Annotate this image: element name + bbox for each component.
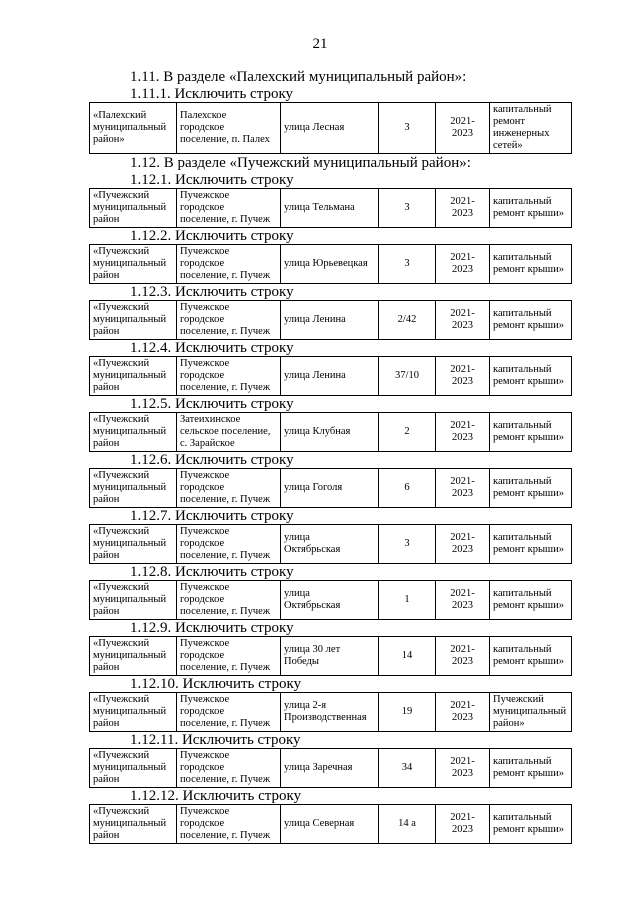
district-cell-line: район — [93, 830, 120, 841]
district-cell-line: «Пучежский — [93, 190, 150, 201]
settlement-cell-line: Пучежское — [180, 358, 230, 369]
district-cell-line: район — [93, 438, 120, 449]
street-cell-line: улица Северная — [284, 818, 355, 829]
settlement-cell-line: поселение, г. Пучеж — [180, 550, 271, 561]
district-cell — [90, 357, 177, 396]
item-heading: 1.12.8. Исключить строку — [130, 564, 294, 580]
house-number-cell: 3 — [379, 245, 436, 284]
settlement-cell — [177, 749, 281, 788]
excluded-row-table — [89, 412, 572, 452]
settlement-cell-line: городское — [180, 706, 225, 717]
district-cell — [90, 693, 177, 732]
table-row — [90, 301, 572, 340]
district-cell — [90, 469, 177, 508]
years-cell-line: 2021- — [450, 644, 475, 655]
work-type-cell — [490, 245, 572, 284]
years-cell — [436, 581, 490, 620]
excluded-row-table — [89, 636, 572, 676]
years-cell-line: 2021- — [450, 196, 475, 207]
district-cell — [90, 301, 177, 340]
settlement-cell — [177, 413, 281, 452]
years-cell-line: 2023 — [452, 432, 473, 443]
work-type-cell-line: сетей» — [493, 140, 523, 151]
work-type-cell-line: капитальный — [493, 532, 552, 543]
settlement-cell-line: поселение, г. Пучеж — [180, 718, 271, 729]
settlement-cell-line: поселение, г. Пучеж — [180, 214, 271, 225]
settlement-cell-line: городское — [180, 594, 225, 605]
years-cell-line: 2021- — [450, 116, 475, 127]
street-cell-line: улица Тельмана — [284, 202, 355, 213]
years-cell-line: 2023 — [452, 768, 473, 779]
work-type-cell-line: район» — [493, 718, 525, 729]
work-type-cell-line: ремонт крыши» — [493, 544, 564, 555]
street-cell — [281, 749, 379, 788]
table-row — [90, 525, 572, 564]
excluded-row-table — [89, 468, 572, 508]
settlement-cell-line: городское — [180, 650, 225, 661]
excluded-row-table — [89, 300, 572, 340]
district-cell-line: район — [93, 326, 120, 337]
district-cell-line: «Пучежский — [93, 750, 150, 761]
years-cell-line: 2023 — [452, 544, 473, 555]
section-heading: 1.11. В разделе «Палехский муниципальный район»: — [130, 69, 467, 85]
district-cell-line: муниципальный — [93, 594, 167, 605]
street-cell-line: улица Ленина — [284, 314, 346, 325]
years-cell-line: 2023 — [452, 656, 473, 667]
district-cell-line: муниципальный — [93, 762, 167, 773]
house-number-cell: 3 — [379, 525, 436, 564]
settlement-cell-line: Затеихинское — [180, 414, 241, 425]
work-type-cell-line: капитальный — [493, 476, 552, 487]
years-cell — [436, 637, 490, 676]
years-cell-line: 2023 — [452, 712, 473, 723]
settlement-cell — [177, 245, 281, 284]
item-heading: 1.12.9. Исключить строку — [130, 620, 294, 636]
document-body — [89, 68, 569, 844]
settlement-cell-line: поселение, г. Пучеж — [180, 830, 271, 841]
settlement-cell-line: городское — [180, 538, 225, 549]
settlement-cell-line: с. Зарайское — [180, 438, 235, 449]
district-cell-line: муниципальный — [93, 202, 167, 213]
settlement-cell-line: поселение, г. Пучеж — [180, 326, 271, 337]
street-cell — [281, 469, 379, 508]
work-type-cell-line: ремонт крыши» — [493, 208, 564, 219]
work-type-cell-line: ремонт крыши» — [493, 488, 564, 499]
district-cell — [90, 525, 177, 564]
years-cell-line: 2021- — [450, 532, 475, 543]
excluded-row-table — [89, 102, 572, 154]
work-type-cell-line: Пучежский — [493, 694, 544, 705]
district-cell-line: муниципальный — [93, 818, 167, 829]
settlement-cell-line: городское — [180, 370, 225, 381]
work-type-cell-line: капитальный — [493, 812, 552, 823]
years-cell — [436, 301, 490, 340]
settlement-cell-line: Пучежское — [180, 582, 230, 593]
district-cell-line: муниципальный — [93, 122, 167, 133]
settlement-cell — [177, 805, 281, 844]
street-cell — [281, 581, 379, 620]
item-heading: 1.12.7. Исключить строку — [130, 508, 294, 524]
street-cell-line: Октябрьская — [284, 600, 341, 611]
years-cell — [436, 245, 490, 284]
work-type-cell — [490, 749, 572, 788]
work-type-cell-line: капитальный — [493, 196, 552, 207]
house-number-cell: 37/10 — [379, 357, 436, 396]
years-cell-line: 2021- — [450, 700, 475, 711]
street-cell-line: улица Лесная — [284, 122, 345, 133]
settlement-cell-line: Палехское — [180, 110, 227, 121]
work-type-cell — [490, 103, 572, 154]
work-type-cell — [490, 637, 572, 676]
district-cell-line: район — [93, 606, 120, 617]
settlement-cell-line: городское — [180, 818, 225, 829]
table-row — [90, 357, 572, 396]
work-type-cell-line: инженерных — [493, 128, 550, 139]
years-cell — [436, 525, 490, 564]
settlement-cell-line: Пучежское — [180, 302, 230, 313]
district-cell-line: «Пучежский — [93, 638, 150, 649]
settlement-cell-line: поселение, г. Пучеж — [180, 382, 271, 393]
years-cell — [436, 413, 490, 452]
house-number-cell: 3 — [379, 189, 436, 228]
house-number-cell: 2 — [379, 413, 436, 452]
years-cell — [436, 693, 490, 732]
district-cell-line: муниципальный — [93, 258, 167, 269]
district-cell — [90, 189, 177, 228]
years-cell-line: 2021- — [450, 420, 475, 431]
house-number-cell: 1 — [379, 581, 436, 620]
settlement-cell-line: Пучежское — [180, 246, 230, 257]
district-cell-line: муниципальный — [93, 370, 167, 381]
district-cell-line: «Пучежский — [93, 358, 150, 369]
street-cell — [281, 103, 379, 154]
years-cell — [436, 749, 490, 788]
work-type-cell-line: капитальный — [493, 420, 552, 431]
years-cell-line: 2023 — [452, 264, 473, 275]
settlement-cell-line: Пучежское — [180, 806, 230, 817]
street-cell-line: Октябрьская — [284, 544, 341, 555]
excluded-row-table — [89, 580, 572, 620]
district-cell — [90, 413, 177, 452]
years-cell-line: 2023 — [452, 376, 473, 387]
settlement-cell-line: поселение, г. Пучеж — [180, 774, 271, 785]
district-cell — [90, 103, 177, 154]
item-heading: 1.12.4. Исключить строку — [130, 340, 294, 356]
work-type-cell — [490, 413, 572, 452]
district-cell-line: «Пучежский — [93, 470, 150, 481]
district-cell-line: «Пучежский — [93, 694, 150, 705]
district-cell — [90, 637, 177, 676]
settlement-cell-line: городское — [180, 122, 225, 133]
settlement-cell — [177, 103, 281, 154]
years-cell-line: 2021- — [450, 756, 475, 767]
work-type-cell — [490, 469, 572, 508]
work-type-cell-line: капитальный — [493, 252, 552, 263]
table-row — [90, 103, 572, 154]
excluded-row-table — [89, 356, 572, 396]
work-type-cell — [490, 189, 572, 228]
years-cell-line: 2023 — [452, 488, 473, 499]
excluded-row-table — [89, 804, 572, 844]
item-heading: 1.12.2. Исключить строку — [130, 228, 294, 244]
district-cell-line: муниципальный — [93, 314, 167, 325]
street-cell — [281, 525, 379, 564]
work-type-cell — [490, 693, 572, 732]
settlement-cell — [177, 301, 281, 340]
street-cell — [281, 301, 379, 340]
excluded-row-table — [89, 524, 572, 564]
district-cell — [90, 805, 177, 844]
work-type-cell-line: капитальный — [493, 644, 552, 655]
house-number-cell: 14 — [379, 637, 436, 676]
years-cell-line: 2021- — [450, 252, 475, 263]
district-cell-line: район — [93, 494, 120, 505]
table-row — [90, 637, 572, 676]
years-cell-line: 2021- — [450, 588, 475, 599]
district-cell-line: «Пучежский — [93, 806, 150, 817]
district-cell — [90, 749, 177, 788]
years-cell-line: 2021- — [450, 308, 475, 319]
excluded-row-table — [89, 244, 572, 284]
house-number-cell: 34 — [379, 749, 436, 788]
house-number-cell: 2/42 — [379, 301, 436, 340]
years-cell-line: 2023 — [452, 320, 473, 331]
district-cell-line: район — [93, 214, 120, 225]
street-cell-line: Производственная — [284, 712, 367, 723]
house-number-cell: 14 а — [379, 805, 436, 844]
district-cell-line: муниципальный — [93, 482, 167, 493]
work-type-cell-line: капитальный — [493, 364, 552, 375]
years-cell-line: 2023 — [452, 600, 473, 611]
settlement-cell-line: городское — [180, 762, 225, 773]
settlement-cell-line: поселение, г. Пучеж — [180, 270, 271, 281]
street-cell-line: улица — [284, 532, 310, 543]
page-number: 21 — [312, 36, 328, 52]
work-type-cell-line: ремонт крыши» — [493, 376, 564, 387]
district-cell-line: муниципальный — [93, 650, 167, 661]
table-row — [90, 469, 572, 508]
district-cell-line: «Палехский — [93, 110, 147, 121]
work-type-cell — [490, 357, 572, 396]
house-number-cell: 19 — [379, 693, 436, 732]
work-type-cell — [490, 805, 572, 844]
district-cell-line: «Пучежский — [93, 246, 150, 257]
settlement-cell-line: Пучежское — [180, 190, 230, 201]
street-cell-line: улица Юрьевецкая — [284, 258, 368, 269]
item-heading: 1.12.10. Исключить строку — [130, 676, 302, 692]
district-cell-line: район — [93, 382, 120, 393]
house-number-cell: 6 — [379, 469, 436, 508]
work-type-cell-line: капитальный — [493, 104, 552, 115]
settlement-cell-line: сельское поселение, — [180, 426, 271, 437]
settlement-cell-line: Пучежское — [180, 694, 230, 705]
settlement-cell-line: Пучежское — [180, 750, 230, 761]
settlement-cell — [177, 525, 281, 564]
years-cell-line: 2021- — [450, 812, 475, 823]
work-type-cell-line: ремонт крыши» — [493, 320, 564, 331]
years-cell-line: 2023 — [452, 208, 473, 219]
district-cell-line: район — [93, 662, 120, 673]
years-cell-line: 2021- — [450, 364, 475, 375]
years-cell-line: 2023 — [452, 128, 473, 139]
street-cell — [281, 357, 379, 396]
work-type-cell-line: ремонт крыши» — [493, 600, 564, 611]
excluded-row-table — [89, 692, 572, 732]
settlement-cell — [177, 693, 281, 732]
item-heading: 1.12.1. Исключить строку — [130, 172, 294, 188]
settlement-cell-line: городское — [180, 202, 225, 213]
years-cell — [436, 469, 490, 508]
work-type-cell-line: ремонт крыши» — [493, 824, 564, 835]
item-heading: 1.12.11. Исключить строку — [130, 732, 301, 748]
street-cell — [281, 805, 379, 844]
years-cell — [436, 357, 490, 396]
settlement-cell-line: поселение, г. Пучеж — [180, 662, 271, 673]
district-cell-line: район — [93, 718, 120, 729]
street-cell-line: улица — [284, 588, 310, 599]
district-cell-line: район» — [93, 134, 125, 145]
district-cell-line: «Пучежский — [93, 414, 150, 425]
district-cell-line: муниципальный — [93, 538, 167, 549]
work-type-cell-line: капитальный — [493, 588, 552, 599]
street-cell-line: улица 2-я — [284, 700, 327, 711]
excluded-row-table — [89, 748, 572, 788]
table-row — [90, 189, 572, 228]
settlement-cell-line: Пучежское — [180, 526, 230, 537]
settlement-cell-line: Пучежское — [180, 470, 230, 481]
excluded-row-table — [89, 188, 572, 228]
years-cell — [436, 103, 490, 154]
district-cell-line: «Пучежский — [93, 582, 150, 593]
settlement-cell — [177, 357, 281, 396]
district-cell — [90, 581, 177, 620]
settlement-cell — [177, 189, 281, 228]
years-cell — [436, 805, 490, 844]
street-cell — [281, 189, 379, 228]
district-cell — [90, 245, 177, 284]
years-cell-line: 2023 — [452, 824, 473, 835]
street-cell-line: улица Гоголя — [284, 482, 343, 493]
street-cell-line: улица Клубная — [284, 426, 351, 437]
work-type-cell — [490, 301, 572, 340]
settlement-cell — [177, 469, 281, 508]
street-cell — [281, 693, 379, 732]
street-cell-line: улица Заречная — [284, 762, 353, 773]
work-type-cell — [490, 525, 572, 564]
table-row — [90, 581, 572, 620]
work-type-cell-line: ремонт крыши» — [493, 432, 564, 443]
street-cell-line: улица 30 лет — [284, 644, 341, 655]
item-heading: 1.11.1. Исключить строку — [130, 86, 294, 102]
district-cell-line: муниципальный — [93, 426, 167, 437]
table-row — [90, 693, 572, 732]
years-cell-line: 2021- — [450, 476, 475, 487]
years-cell — [436, 189, 490, 228]
work-type-cell-line: ремонт крыши» — [493, 768, 564, 779]
work-type-cell-line: капитальный — [493, 756, 552, 767]
work-type-cell-line: муниципальный — [493, 706, 567, 717]
settlement-cell-line: городское — [180, 314, 225, 325]
section-heading: 1.12. В разделе «Пучежский муниципальный район»: — [130, 155, 471, 171]
district-cell-line: «Пучежский — [93, 526, 150, 537]
settlement-cell-line: городское — [180, 482, 225, 493]
work-type-cell-line: ремонт — [493, 116, 526, 127]
settlement-cell-line: поселение, п. Палех — [180, 134, 270, 145]
work-type-cell-line: ремонт крыши» — [493, 264, 564, 275]
settlement-cell-line: поселение, г. Пучеж — [180, 606, 271, 617]
item-heading: 1.12.3. Исключить строку — [130, 284, 294, 300]
settlement-cell — [177, 637, 281, 676]
work-type-cell-line: капитальный — [493, 308, 552, 319]
work-type-cell — [490, 581, 572, 620]
district-cell-line: район — [93, 774, 120, 785]
item-heading: 1.12.5. Исключить строку — [130, 396, 294, 412]
street-cell — [281, 413, 379, 452]
table-row — [90, 245, 572, 284]
street-cell-line: улица Ленина — [284, 370, 346, 381]
district-cell-line: район — [93, 270, 120, 281]
table-row — [90, 805, 572, 844]
settlement-cell-line: городское — [180, 258, 225, 269]
street-cell-line: Победы — [284, 656, 319, 667]
settlement-cell-line: Пучежское — [180, 638, 230, 649]
table-row — [90, 749, 572, 788]
house-number-cell: 3 — [379, 103, 436, 154]
street-cell — [281, 637, 379, 676]
district-cell-line: «Пучежский — [93, 302, 150, 313]
street-cell — [281, 245, 379, 284]
settlement-cell — [177, 581, 281, 620]
district-cell-line: район — [93, 550, 120, 561]
table-row — [90, 413, 572, 452]
item-heading: 1.12.6. Исключить строку — [130, 452, 294, 468]
work-type-cell-line: ремонт крыши» — [493, 656, 564, 667]
settlement-cell-line: поселение, г. Пучеж — [180, 494, 271, 505]
item-heading: 1.12.12. Исключить строку — [130, 788, 302, 804]
district-cell-line: муниципальный — [93, 706, 167, 717]
